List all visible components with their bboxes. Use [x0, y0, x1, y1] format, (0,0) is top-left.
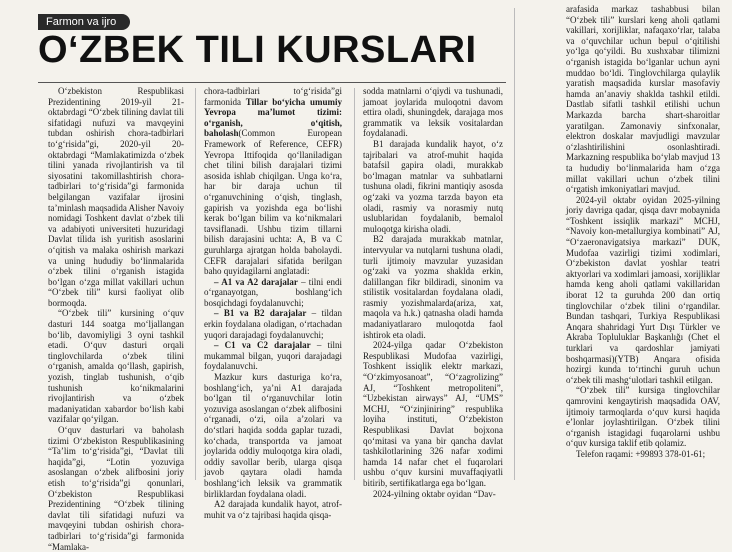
- article-column-1: [48, 86, 184, 552]
- paragraph: B2 darajada murakkab matnlar, intervyular va nutqlarni tushuna oladi, turli ijtimoiy mavzular yuzasidan og‘zaki va yozma shaklda erkin, dalillangan fikr bildiradi, sinonim va stilistik vositalardan foydalana oladi, rasmiy yozishmalarda(ariza, xat, maqola va h.k.) qatnasha oladi hamda madaniyatlararo muloqotda faol ishtirok eta oladi.: [363, 234, 503, 340]
- text-run: chora-tadbirlari to‘g‘risida”gi farmonida: [204, 86, 342, 107]
- paragraph: sodda matnlarni o‘qiydi va tushunadi, jamoat joylarida muloqotni davom ettira oladi, shuningdek, darajaga mos grammatik va leksik vositalardan foydalanadi.: [363, 86, 503, 139]
- paragraph: arafasida markaz tashabbusi bilan “O‘zbek tili” kurslari keng aholi qatlami vakillari, xorijliklar, nafaqaxo‘rlar, talaba va o‘quvchilar uchun bepul o‘qitilishi yo‘lga qo‘yildi. Bu xushxabar tilimizni o‘rganish istagida bo‘lganlar uchun ayni muddao bo‘ldi. Tinglovchilarga qulaylik yaratish maqsadida kurslar masofaviy hamda an’anaviy shaklda tashkil etildi. Dastlab sifatli tashkil etilishi uchun Markazda barcha shart-sharoitlar yaratilgan. Zamonaviy sinfxonalar, elektron doskalar mavjudligi mavzular o‘zlashtirilishini osonlashtiradi. Markazning respublika bo‘ylab mavjud 13 ta hududiy bo‘linmalarida ham o‘zga millat vakillari uchun o‘zbek tilini o‘rgatish imkoniyatlari mavjud.: [566, 4, 720, 195]
- paragraph: B1 darajada kundalik hayot, o‘z tajribalari va atrof-muhit haqida batafsil gapira oladi, murakkab bo‘lmagan matnlar va suhbatlarni tushuna oladi, fikrini mantiqiy asosda og‘zaki va yozma tarzda bayon eta oladi, rasmiy va norasmiy nutq uslublaridan foydalanib, bemalol muloqotga kirisha oladi.: [363, 138, 503, 234]
- paragraph: 2024-yilga qadar O‘zbekiston Respublikasi Mudofaa vazirligi, Toshkent issiqlik elektr markazi, “O‘zkimyosanoat”, “O‘zagrolizing” AJ, “Toshkent metropoliteni”, “Uzbekistan airways” AJ, “UMS” MCHJ, “O‘zinjiniring” respublika loyiha instituti, O‘zbekiston Respublikasi Davlat bojxona qo‘mitasi va yana bir qancha davlat tashkilotlarining 326 nafar xodimi hamda 14 nafar chet el fuqarolari ushbu o‘quv kursini muvaffaqiyatli bitirib, sertifikatlarga ega bo‘lgan.: [363, 340, 503, 488]
- column-divider: [514, 8, 515, 480]
- paragraph: O‘quv dasturlari va baholash tizimi O‘zbekiston Respublikasining “Ta’lim to‘g‘risida”gi, “Davlat tili haqida”gi, “Lotin yozuviga asoslangan o‘zbek alifbosini joriy etish to‘g‘risida”gi qonunlari, O‘zbekiston Respublikasi Prezidentining “O‘zbek tilining davlat tili sifatidagi nufuzi va mavqeyini tubdan oshirish chora-tadbirlari to‘g‘risida”gi farmonida “Mamlaka-: [48, 425, 184, 552]
- level-item-b: [204, 308, 342, 340]
- article-headline: O‘ZBEK TILI KURSLARI: [38, 29, 477, 71]
- level-item-a: [204, 277, 342, 309]
- column-divider: [195, 88, 196, 480]
- level-text: – tilni endi o‘rganayotgan, boshlang‘ich bosqichdagi foydalanuvchi;: [204, 276, 342, 308]
- paragraph: “O‘zbek tili” kursining o‘quv dasturi 144 soatga mo‘ljallangan bo‘lib, davomiyligi 3 oyni tashkil etadi. O‘quv dasturi orqali tinglovchilarda o‘zbek tilini o‘rganish, amalda qo‘llash, gapirish, yozish, tinglab tushunish, o‘qib tushunish ko‘nikmalarini rivojlantirish va o‘zbek madaniyatidan xabardor bo‘lish kabi vazifalar qo‘yilgan.: [48, 308, 184, 425]
- paragraph: A2 darajada kundalik hayot, atrof-muhit va o‘z tajribasi haqida qisqa-: [204, 499, 342, 520]
- paragraph: 2024-yil oktabr oyidan 2025-yilning joriy davriga qadar, qisqa davr mobaynida “Toshkent issiqlik markazi” MCHJ, “Navoiy kon-metallurgiya kombinati” AJ, “O‘zaeronavigatsiya markazi” DUK, Mudofaa vazirligi tizimi xodimlari, O‘zbekiston davlat yoshlar teatri aktyorlari va xodimlari jamoasi, xorijliklar hamda keng aholi qatlami vakillaridan iborat 12 ta guruhda 200 dan ortiq tinglovchilar o‘zbek tilini o‘rgandilar. Bundan tashqari, Turkiya Respublikasi Anqara shahridagi Yurt Dışı Türkler ve Akraba Topluluklar Başkanlığı (Chet el turklari va qardoshlar jamiyati boshqarmasi)(YTB) Anqara ofisida hozirgi kunda to‘rtinchi guruh uchun o‘zbek tili mashg‘ulotlari tashkil etilgan.: [566, 194, 720, 385]
- text-run: (Common European Framework of Reference, CEFR) Yevropa Ittifoqida qo‘llaniladigan chet tilini bilish darajalari tizimi asosida ishlab chiqilgan. Unga ko‘ra, har bir daraja uchun til o‘rganuvchining o‘qish, tinglash, gapirish va yozishda ega bo‘lishi kerak bo‘lgan bilim va ko‘nikmalari tavsiflanadi. Ushbu tizim tillarni bilish darajasini uchta: A, B va C guruhlarga ajratgan holda baholaydi. CEFR darajalari sifatida berilgan baho quyidagilarni anglatadi:: [204, 128, 342, 277]
- paragraph: Mazkur kurs dasturiga ko‘ra, boshlang‘ich, ya’ni A1 darajada bo‘lgan til o‘rganuvchilar lotin yozuviga asoslangan o‘zbek alifbosini o‘rganadi, o‘zi, oila a’zolari va do‘stlari haqida sodda gaplar tuzadi, ko‘chada, transportda va jamoat joylarida oddiy muloqotga kira oladi, oddiy savollar berib, ularga qisqa javob qaytara oladi hamda boshlang‘ich leksik va grammatik birliklardan foydalana oladi.: [204, 372, 342, 499]
- article-column-2: [204, 86, 343, 520]
- paragraph: 2024-yilning oktabr oyidan “Dav-: [373, 488, 496, 499]
- level-item-c: [204, 340, 342, 372]
- paragraph: [204, 86, 342, 277]
- section-rubric: Farmon va ijro: [38, 14, 130, 30]
- framework-name: Tillar bo‘yicha umumiy Yevropa ma’lumot tizimi: o‘rganish, o‘qitish, baholash: [204, 96, 342, 139]
- headline-rule: [38, 82, 506, 83]
- paragraph: “O‘zbek tili” kursiga tinglovchilar qamrovini kengaytirish maqsadida OAV, ijtimoiy tarmoqlarda o‘quv kursi haqida e’lonlar joylashtirilgan. O‘zbek tilini o‘rganish istagidagi fuqarolarni ushbu o‘quv kursiga taklif etib qolamiz.: [566, 385, 720, 449]
- column-divider: [354, 88, 355, 480]
- level-text: – tildan erkin foydalana oladigan, o‘rtachadan yuqori darajadagi foydalanuvchi;: [204, 308, 343, 340]
- level-label: – C1 va C2 darajalar: [214, 340, 311, 351]
- level-label: – B1 va B2 darajalar: [214, 308, 307, 319]
- level-text: – tilni mukammal bilgan, yuqori darajadagi foydalanuvchi.: [204, 340, 342, 372]
- article-column-3: [363, 86, 503, 499]
- article-column-4: [566, 4, 720, 482]
- contact-phone: Telefon raqami: +99893 378-01-61;: [576, 448, 706, 459]
- level-label: – A1 va A2 darajalar: [214, 276, 298, 287]
- paragraph: O‘zbekiston Respublikasi Prezidentining 2019-yil 21-oktabrdagi “O‘zbek tilining davlat tili sifatidagi nufuzi va mavqeyini tubdan oshirish chora-tadbirlari to‘g‘risida”gi, 2020-yil 20-oktabrdagi “Mamlakatimizda o‘zbek tilini yanada rivojlantirish va til siyosatini takomillashtirish chora-tadbirlari to‘g‘risida”gi farmonida belgilangan vazifalar ijrosini ta’minlash maqsadida Alisher Navoiy nomidagi Toshkent davlat o‘zbek tili va adabiyoti universiteti huzuridagi Davlat tilida ish yuritish asoslarini o‘qitish va malaka oshirish markazi va uning hududiy bo‘linmalarida o‘zbek tilini o‘rganish istagida bo‘lgan o‘zga millat vakillari uchun “O‘zbek tili” kursi faoliyat olib bormoqda.: [48, 86, 184, 308]
